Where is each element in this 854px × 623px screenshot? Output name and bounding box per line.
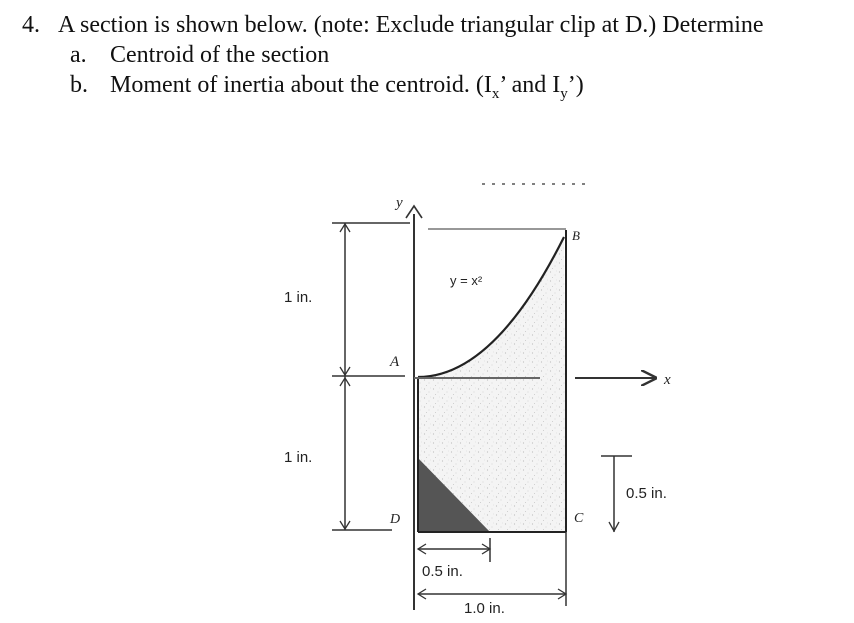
part-b-text-middle: ’ and I [499, 72, 561, 98]
part-a-text: Centroid of the section [110, 42, 330, 68]
lower-height-label: 1 in. [284, 449, 313, 466]
point-c-label: C [574, 511, 584, 526]
clip-width-label: 0.5 in. [422, 563, 463, 580]
part-b-sub-x: x [491, 85, 500, 102]
part-b-letter: b. [70, 72, 88, 98]
total-width-label: 1.0 in. [464, 600, 505, 617]
x-axis-label: x [664, 372, 671, 388]
point-b-label: B [572, 228, 580, 243]
curve-label: y = x² [450, 273, 483, 288]
problem-number: 4. [22, 12, 40, 38]
point-d-label: D [390, 512, 401, 527]
part-b-sub-y: y [560, 85, 568, 102]
part-b-text-before: Moment of inertia about the centroid. (I [110, 72, 492, 98]
c-height-label: 0.5 in. [626, 485, 667, 502]
problem-prompt: A section is shown below. (note: Exclude triangular clip at D.) Determine [58, 12, 764, 38]
part-a-letter: a. [70, 42, 87, 68]
upper-height-label: 1 in. [284, 289, 313, 306]
point-a-label: A [390, 354, 400, 370]
y-axis-label: y [396, 195, 403, 211]
part-b-text-after: ’) [567, 72, 584, 98]
